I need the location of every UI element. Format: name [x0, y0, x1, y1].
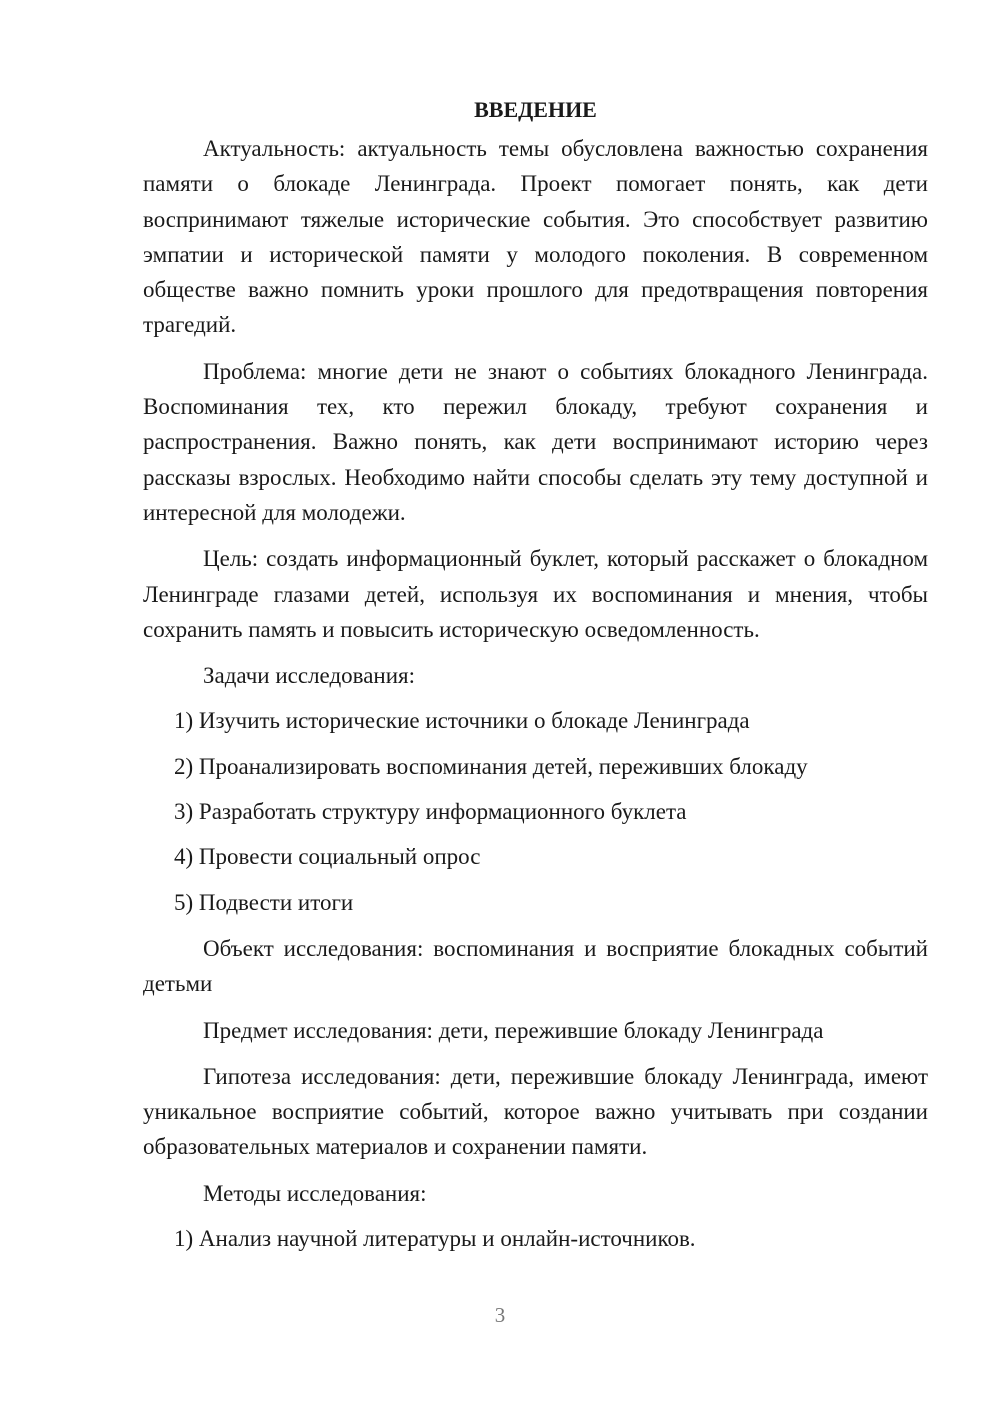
- task-item: 3) Разработать структуру информационного буклета: [174, 799, 687, 825]
- subject-paragraph: Предмет исследования: дети, пережившие блокаду Ленинграда: [203, 1017, 824, 1043]
- methods-list: [143, 1221, 928, 1256]
- methods-label: Методы исследования:: [203, 1180, 427, 1206]
- page-number: 3: [494, 1303, 506, 1327]
- tasks-label: Задачи исследования:: [203, 663, 416, 689]
- task-item: 1) Изучить исторические источники о блокаде Ленинграда: [174, 708, 750, 734]
- method-item: 1) Анализ научной литературы и онлайн-источников.: [174, 1226, 696, 1252]
- task-item: 5) Подвести итоги: [174, 889, 354, 915]
- relevance-paragraph: Актуальность: актуальность темы обусловлена важностью сохранения памяти о блокаде Ленинграда. Проект помогает понять, как дети воспринимают тяжелые исторические события. Это способствует развитию эмпатии и исторической памяти у молодого поколения. В современном обществе важно помнить уроки прошлого для предотвращения повторения трагедий.: [143, 136, 928, 338]
- object-paragraph: Объект исследования: воспоминания и восприятие блокадных событий детьми: [143, 935, 928, 997]
- problem-paragraph: Проблема: многие дети не знают о событиях блокадного Ленинграда. Воспоминания тех, кто пережил блокаду, требуют сохранения и распространения. Важно понять, как дети воспринимают историю через рассказы взрослых. Необходимо найти способы сделать эту тему доступной и интересной для молодежи.: [143, 358, 928, 525]
- section-heading: ВВЕДЕНИЕ: [474, 97, 597, 122]
- page-body: [143, 92, 928, 1256]
- hypothesis-paragraph: Гипотеза исследования: дети, пережившие блокаду Ленинграда, имеют уникальное восприятие событий, которое важно учитывать при создании образовательных материалов и сохранении памяти.: [143, 1063, 928, 1160]
- tasks-list: [143, 703, 928, 919]
- task-item: 2) Проанализировать воспоминания детей, переживших блокаду: [174, 753, 808, 779]
- task-item: 4) Провести социальный опрос: [174, 844, 481, 870]
- goal-paragraph: Цель: создать информационный буклет, который расскажет о блокадном Ленинграде глазами детей, используя их воспоминания и мнения, чтобы сохранить память и повысить историческую осведомленность.: [143, 546, 928, 642]
